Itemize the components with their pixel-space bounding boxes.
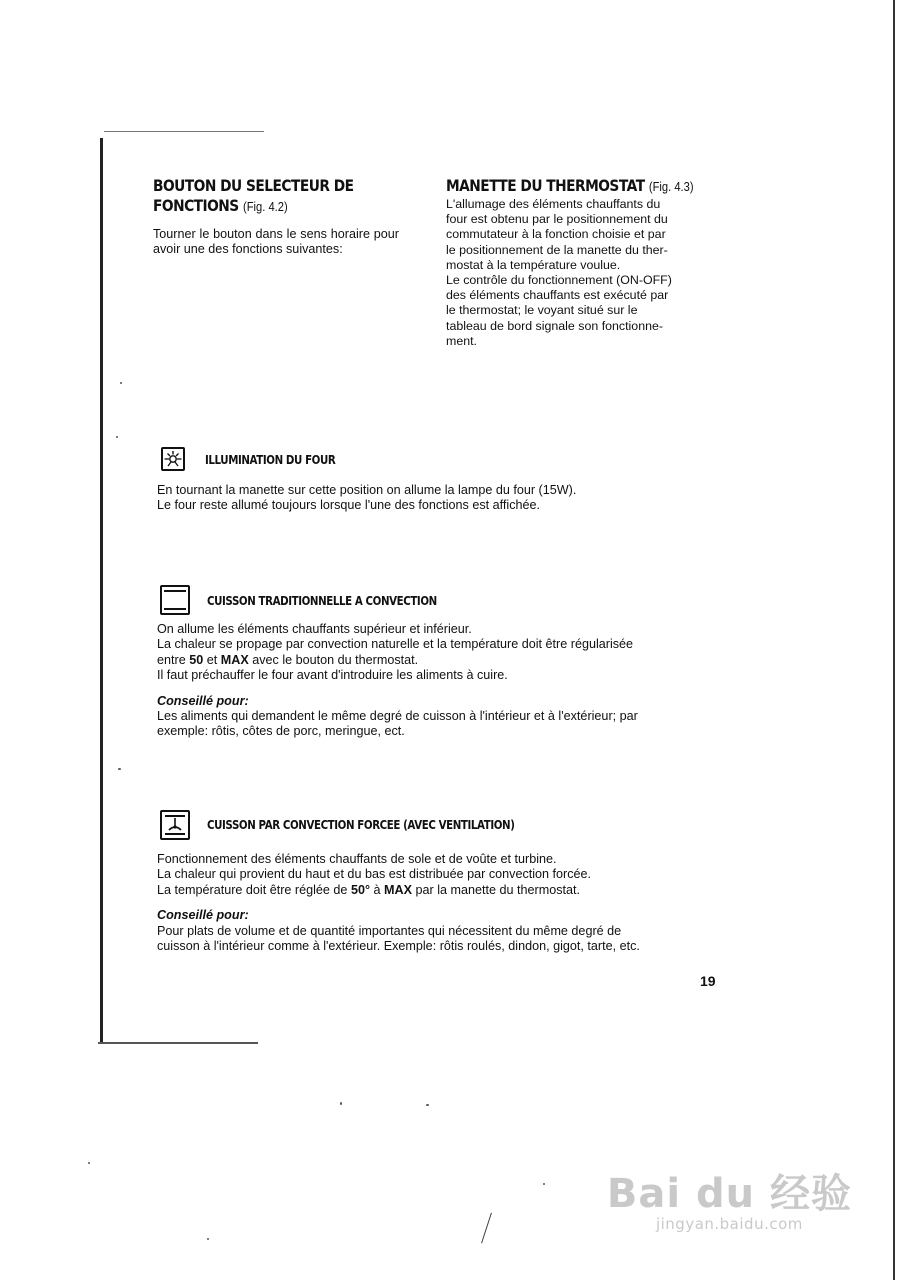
text-run: par la manette du thermostat. [412, 882, 581, 897]
lamp-icon [161, 447, 185, 471]
traditional-line [157, 653, 717, 668]
traditional-line: Il faut préchauffer le four avant d'introduire les aliments à cuire. [157, 668, 508, 683]
illumination-title: ILLUMINATION DU FOUR [205, 452, 336, 467]
thermostat-line: four est obtenu par le positionnement du [446, 212, 668, 227]
value-max: MAX [384, 882, 412, 897]
fan-heat-icon [160, 810, 190, 840]
forced-line [157, 883, 717, 898]
traditional-advice-line: exemple: rôtis, côtes de porc, meringue, ect. [157, 724, 405, 739]
forced-line: Fonctionnement des éléments chauffants de sole et de voûte et turbine. [157, 852, 557, 866]
text-run: La température doit être réglée de [157, 882, 351, 897]
forced-advice-label: Conseillé pour: [157, 908, 249, 923]
illumination-line: En tournant la manette sur cette position on allume la lampe du four (15W). [157, 483, 577, 497]
left-binding-line [100, 138, 103, 1043]
thermostat-line: tableau de bord signale son fonctionne- [446, 318, 663, 333]
text-run: à [369, 882, 384, 897]
thermostat-line: Le contrôle du fonctionnement (ON-OFF) [446, 273, 672, 288]
selector-fig-ref: (Fig. 4.2) [242, 199, 288, 214]
bottom-element-line [164, 608, 186, 610]
thermostat-heading-text: MANETTE DU THERMOSTAT [446, 176, 645, 195]
top-rule [104, 131, 264, 132]
thermostat-line: le positionnement de la manette du ther- [446, 242, 668, 257]
illumination-text [157, 483, 717, 514]
forced-title: CUISSON PAR CONVECTION FORCEE (AVEC VENTILATION) [207, 817, 515, 832]
forced-advice-line: Pour plats de volume et de quantité importantes qui nécessitent du même degré de [157, 923, 622, 938]
traditional-line: On allume les éléments chauffants supérieur et inférieur. [157, 622, 472, 636]
traditional-title: CUISSON TRADITIONNELLE A CONVECTION [207, 593, 437, 608]
watermark-url: jingyan.baidu.com [655, 1215, 803, 1233]
scan-speck [426, 1104, 429, 1106]
forced-text [157, 852, 717, 954]
thermostat-line: L'allumage des éléments chauffants du [446, 197, 661, 211]
thermostat-line: ment. [446, 333, 477, 348]
value-50-degrees: 50° [350, 882, 370, 897]
scan-speck [340, 1102, 342, 1105]
traditional-advice-line: Les aliments qui demandent le même degré de cuisson à l'intérieur et à l'extérieur; par [157, 709, 638, 724]
selector-text: Tourner le bouton dans le sens horaire pour avoir une des fonctions suivantes: [153, 227, 399, 257]
scan-stroke [481, 1213, 492, 1244]
thermostat-fig-ref: (Fig. 4.3) [648, 179, 694, 194]
selector-heading [153, 176, 368, 217]
bottom-rule [98, 1042, 258, 1044]
forced-line: La chaleur qui provient du haut et du bas est distribuée par convection forcée. [157, 867, 592, 882]
scan-speck [88, 1162, 90, 1164]
thermostat-text [446, 197, 700, 349]
scan-speck [543, 1183, 545, 1185]
text-run: entre [157, 652, 190, 667]
scan-speck [116, 436, 118, 438]
illumination-line: Le four reste allumé toujours lorsque l'une des fonctions est affichée. [157, 498, 541, 513]
thermostat-heading [446, 176, 694, 197]
watermark-logo: Bai du 经验 [606, 1171, 852, 1217]
thermostat-line: le thermostat; le voyant situé sur le [446, 303, 638, 318]
selector-heading-word: FONCTIONS [153, 196, 239, 215]
selector-section [153, 176, 403, 258]
traditional-advice-label: Conseillé pour: [157, 693, 249, 708]
selector-heading-line1: BOUTON DU SELECTEUR DE [153, 176, 354, 195]
thermostat-section [446, 176, 700, 349]
fan-heat-icon-graphic [162, 812, 188, 838]
value-50: 50 [189, 652, 204, 667]
text-run: et [203, 652, 221, 667]
top-element-line [164, 590, 186, 592]
scan-speck [207, 1238, 209, 1240]
scan-speck [120, 382, 122, 384]
selector-heading-line2 [153, 196, 368, 217]
page-number: 19 [700, 973, 716, 989]
value-max: MAX [220, 652, 249, 667]
lamp-icon-graphic [163, 449, 183, 469]
thermostat-line: des éléments chauffants est exécuté par [446, 288, 669, 303]
traditional-line: La chaleur se propage par convection naturelle et la température doit être régularisée [157, 637, 634, 652]
top-bottom-heat-icon [160, 585, 190, 615]
baidu-watermark [607, 1162, 852, 1233]
thermostat-line: commutateur à la fonction choisie et par [446, 227, 666, 242]
forced-advice-line: cuisson à l'intérieur comme à l'extérieur. Exemple: rôtis roulés, dindon, gigot, tarte, etc. [157, 939, 640, 954]
right-edge-line [893, 0, 895, 1280]
text-run: avec le bouton du thermostat. [248, 652, 419, 667]
thermostat-line: mostat à la température voulue. [446, 257, 621, 272]
scan-speck [118, 768, 121, 770]
traditional-text [157, 622, 717, 740]
